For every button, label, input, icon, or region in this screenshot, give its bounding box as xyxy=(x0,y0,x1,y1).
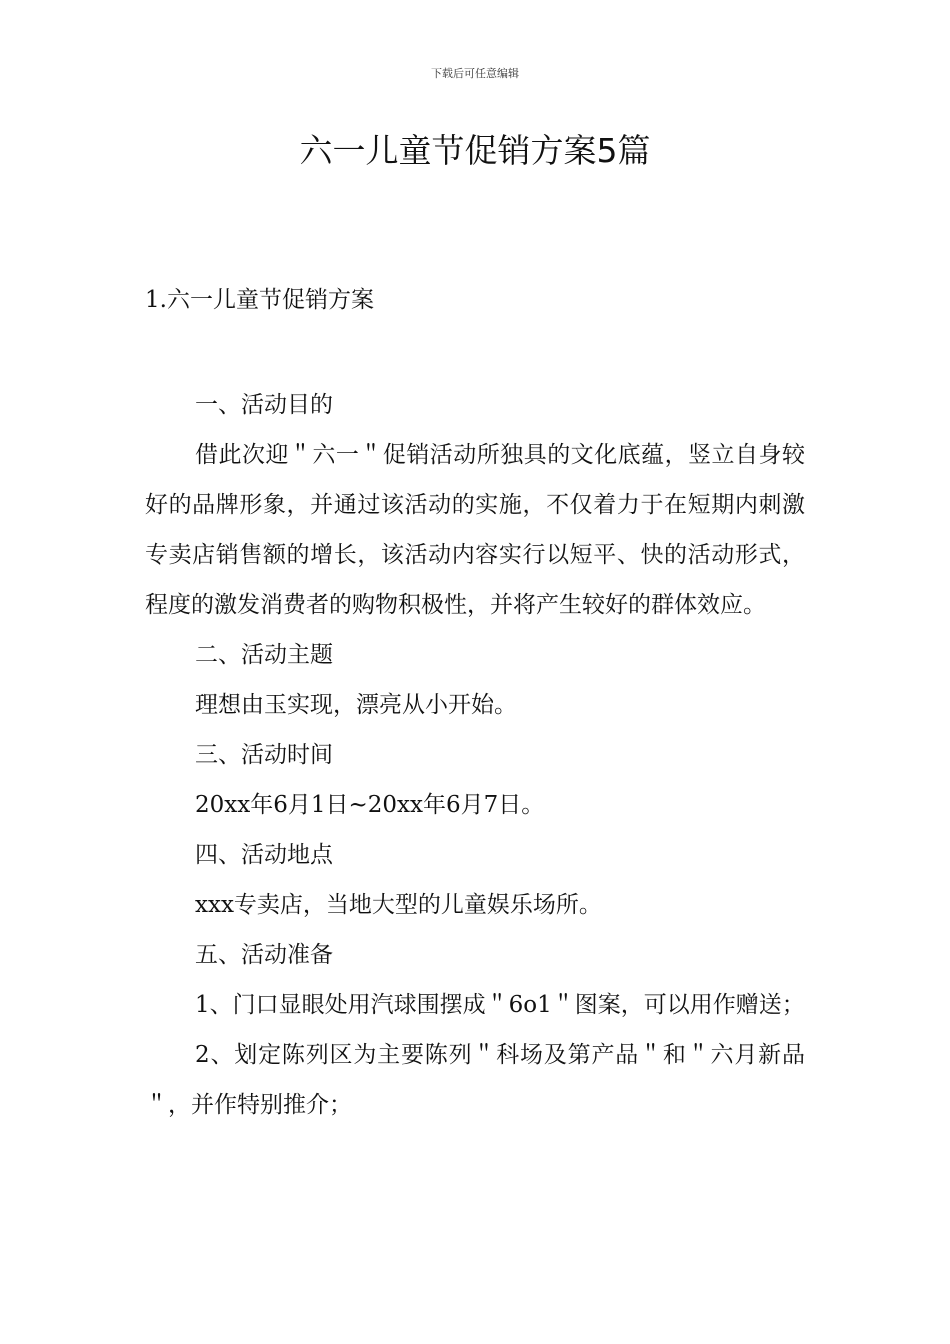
heading-activity-preparation: 五、活动准备 xyxy=(195,942,333,968)
header-note: 下载后可任意编辑 xyxy=(431,67,519,80)
heading-activity-location: 四、活动地点 xyxy=(195,842,333,868)
paragraph-activity-time: 20xx年6月1日~20xx年6月7日。 xyxy=(195,792,545,818)
document-body xyxy=(145,280,805,1130)
paragraph-activity-purpose: 借此次迎＂六一＂促销活动所独具的文化底蕴，竖立自身较好的品牌形象，并通过该活动的实施，不仅着力于在短期内刺激专卖店销售额的增长，该活动内容实行以短平、快的活动形式，程度的激发消费者的购物积极性，并将产生较好的群体效应。 xyxy=(145,442,805,618)
document-title: 六一儿童节促销方案5篇 xyxy=(299,131,651,170)
list-item-preparation-2: 2、划定陈列区为主要陈列＂科场及第产品＂和＂六月新品＂，并作特别推介； xyxy=(145,1042,805,1118)
paragraph-activity-theme: 理想由玉实现，漂亮从小开始。 xyxy=(195,692,517,718)
list-item-preparation-1: 1、门口显眼处用汽球围摆成＂6o1＂图案，可以用作赠送； xyxy=(195,992,805,1018)
section-title: 1.六一儿童节促销方案 xyxy=(145,287,374,313)
heading-activity-theme: 二、活动主题 xyxy=(195,642,333,668)
heading-activity-purpose: 一、活动目的 xyxy=(195,392,333,418)
heading-activity-time: 三、活动时间 xyxy=(195,742,333,768)
paragraph-activity-location: xxx专卖店，当地大型的儿童娱乐场所。 xyxy=(195,892,602,918)
